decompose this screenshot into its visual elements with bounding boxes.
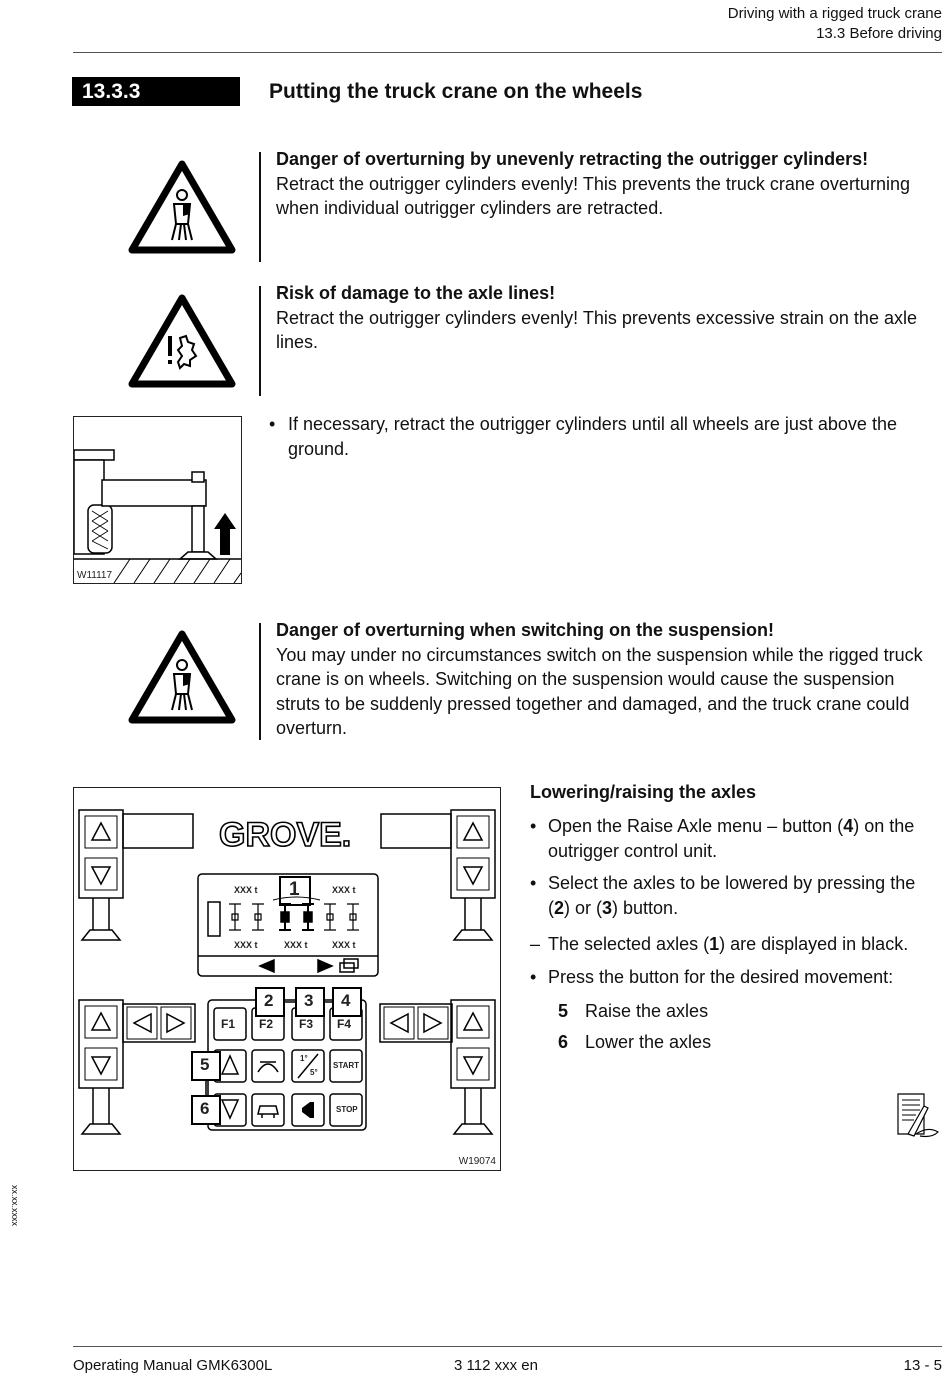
warning-suspension — [276, 618, 942, 741]
bullet-marker: • — [269, 414, 276, 434]
lowering-bullet — [530, 814, 940, 863]
lowering-bullet — [530, 871, 940, 920]
control-unit-figure — [73, 787, 501, 1171]
warning-body: Retract the outrigger cylinders evenly! This prevents the truck crane overturning when individual outrigger cylinders are retracted. — [276, 173, 910, 218]
bullet-marker: • — [530, 873, 537, 893]
display-load-bottom: XXX t — [234, 940, 258, 950]
running-header — [728, 4, 942, 44]
display-load-bottom: XXX t — [332, 940, 356, 950]
callout-6: 6 — [200, 1099, 210, 1118]
bullet-marker: • — [530, 816, 537, 836]
gear-bottom-label: 5° — [310, 1068, 318, 1077]
outrigger-step — [269, 412, 941, 461]
outrigger-figure — [73, 416, 242, 584]
lowering-bullet-text: Select the axles to be lowered by pressing the (2) or (3) button. — [548, 873, 916, 918]
gear-damage-warning-icon — [126, 292, 238, 392]
warning-body: Retract the outrigger cylinders evenly! This prevents excessive strain on the axle lines. — [276, 307, 917, 352]
step-text: Lower the axles — [585, 1032, 712, 1052]
lowering-result — [530, 932, 946, 957]
lowering-bullet-text: Open the Raise Axle menu – button (4) on the outrigger control unit. — [548, 816, 915, 861]
running-header-section: 13.3 Before driving — [816, 25, 942, 42]
step-number: 6 — [558, 1032, 569, 1052]
gear-top-label: 1° — [300, 1054, 308, 1063]
manual-note-icon — [894, 1090, 942, 1140]
callout-1: 1 — [289, 879, 300, 900]
warning-bar — [259, 152, 261, 262]
lowering-bullet-text: Press the button for the desired movement: — [548, 967, 894, 987]
callout-5: 5 — [200, 1055, 210, 1074]
dash-marker: – — [530, 934, 541, 954]
f1-key-label: F1 — [221, 1017, 236, 1031]
section-number: 13.3.3 — [72, 77, 240, 106]
footer-document-number: 3 112 xxx en — [454, 1357, 538, 1374]
control-unit-illustration — [74, 788, 500, 1170]
footer-rule — [73, 1346, 942, 1347]
warning-title: Danger of overturning when switching on the suspension! — [276, 620, 775, 640]
warning-title: Risk of damage to the axle lines! — [276, 283, 556, 303]
display-load-top-right: XXX t — [332, 885, 356, 895]
stop-key-label: STOP — [336, 1105, 358, 1114]
step-text: Raise the axles — [585, 1001, 709, 1021]
callout-3: 3 — [304, 991, 314, 1010]
outrigger-step-text: If necessary, retract the outrigger cylinders until all wheels are just above the ground. — [288, 414, 897, 459]
section-title: Putting the truck crane on the wheels — [269, 80, 643, 103]
lowering-title: Lowering/raising the axles — [530, 782, 757, 802]
callout-4: 4 — [341, 991, 351, 1010]
start-key-label: START — [333, 1061, 360, 1070]
warning-body: You may under no circumstances switch on the suspension while the rigged truck crane is on wheels. Switching on the suspension would cause the suspension struts to be suddenly pressed together and damaged, and the truck crane could overturn. — [276, 644, 923, 738]
f3-key-label: F3 — [299, 1017, 314, 1031]
callout-2: 2 — [264, 991, 274, 1010]
f4-key-label: F4 — [337, 1017, 352, 1031]
outrigger-illustration — [74, 417, 241, 583]
figure-label: W19074 — [458, 1156, 496, 1167]
step-number: 5 — [558, 1001, 569, 1021]
footer-page-number: 13 - 5 — [903, 1357, 942, 1374]
warning-bar — [259, 623, 261, 740]
warning-bar — [259, 286, 261, 396]
running-header-chapter: Driving with a rigged truck crane — [727, 5, 942, 22]
person-falling-warning-icon — [126, 158, 238, 258]
grove-logo: GROVE. — [219, 816, 352, 854]
lowering-result-text: The selected axles (1) are displayed in black. — [548, 934, 909, 954]
header-rule — [73, 52, 942, 53]
document-code: xx.xx.xxxx — [10, 1185, 20, 1227]
bullet-marker: • — [530, 967, 537, 987]
lowering-bullet — [530, 965, 946, 990]
display-load-top-left: XXX t — [234, 885, 258, 895]
warning-overturning-retract — [276, 147, 942, 221]
footer-manual-title: Operating Manual GMK6300L — [73, 1357, 273, 1374]
warning-title: Danger of overturning by unevenly retracting the outrigger cylinders! — [276, 149, 869, 169]
display-load-bottom: XXX t — [284, 940, 308, 950]
person-falling-warning-icon — [126, 628, 238, 728]
f2-key-label: F2 — [259, 1017, 274, 1031]
figure-label: W11117 — [77, 570, 113, 581]
warning-axle-damage — [276, 281, 942, 355]
